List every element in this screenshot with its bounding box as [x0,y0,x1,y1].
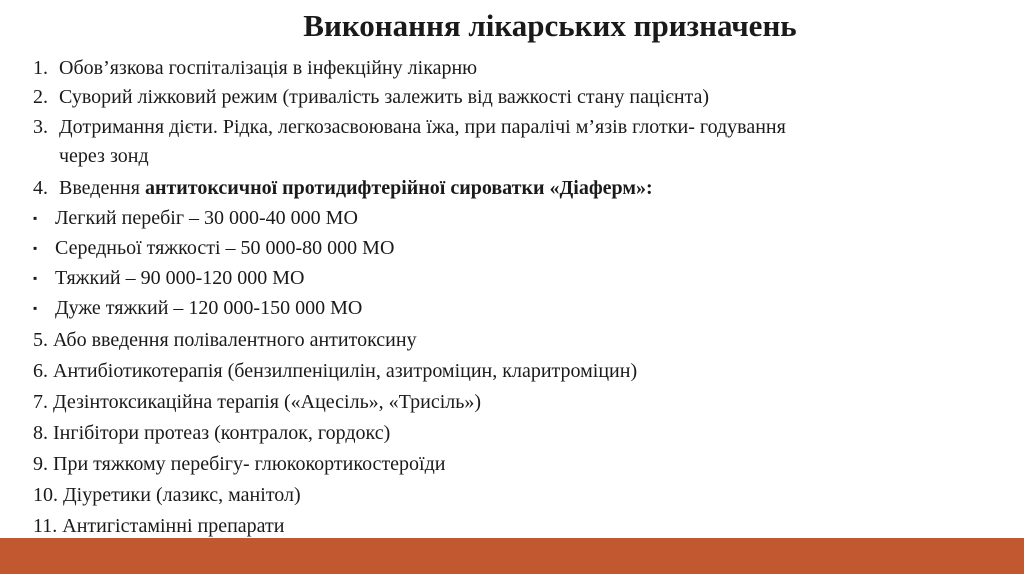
item-number: 3. [33,116,48,138]
bullet-item-moderate [33,235,394,263]
item-text: 8. Інгібітори протеаз (контралок, гордокс) [33,422,391,444]
bullet-item-very-severe [33,295,362,323]
item-text: 7. Дезінтоксикаційна терапія («Ацесіль», «Трисіль») [33,391,482,413]
item-text: Введення [59,177,145,199]
bullet-item-mild [33,205,358,233]
square-bullet-icon: ▪ [33,241,38,255]
item-text: 9. При тяжкому перебігу- глюкокортикостероїди [33,453,446,475]
item-text: 10. Діуретики (лазикс, манітол) [33,484,301,506]
item-text: 5. Або введення полівалентного антитоксину [33,329,417,351]
item-text: Тяжкий – 90 000-120 000 МО [55,267,305,289]
square-bullet-icon: ▪ [33,301,38,315]
item-text: 6. Антибіотикотерапія (бензилпеніцилін, азитроміцин, кларитроміцин) [33,360,638,382]
item-text: 11. Антигістамінні препарати [33,515,285,537]
list-item-2 [33,84,709,110]
item-text-bold: антитоксичної протидифтерійної сироватки «Діаферм»: [144,177,653,199]
square-bullet-icon: ▪ [33,211,38,225]
list-item-3 [33,114,786,140]
square-bullet-icon: ▪ [33,271,38,285]
list-item-10 [33,482,301,508]
item-text: Суворий ліжковий режим (тривалість залежить від важкості стану пацієнта) [59,86,710,108]
item-number: 1. [33,57,48,79]
item-text: Обов’язкова госпіталізація в інфекційну лікарню [59,57,478,79]
slide-title: Виконання лікарських призначень [303,8,797,43]
item-text: Дуже тяжкий – 120 000-150 000 МО [55,297,363,319]
list-item-3-continuation [59,143,149,169]
list-item-8 [33,420,390,446]
item-text: через зонд [59,145,149,167]
list-item-11 [33,513,284,539]
item-number: 4. [33,177,48,199]
list-item-4 [33,175,653,201]
item-number: 2. [33,86,48,108]
item-text: Дотримання дієти. Рідка, легкозасвоювана їжа, при паралічі м’язів глотки- годування [59,116,786,138]
list-item-6 [33,358,637,384]
list-item-7 [33,389,481,415]
bullet-item-severe [33,265,304,293]
list-item-9 [33,451,446,477]
item-text: Легкий перебіг – 30 000-40 000 МО [55,207,358,229]
footer-accent-bar [0,538,1024,574]
list-item-1 [33,55,477,81]
item-text: Середньої тяжкості – 50 000-80 000 МО [55,237,395,259]
list-item-5 [33,327,417,353]
